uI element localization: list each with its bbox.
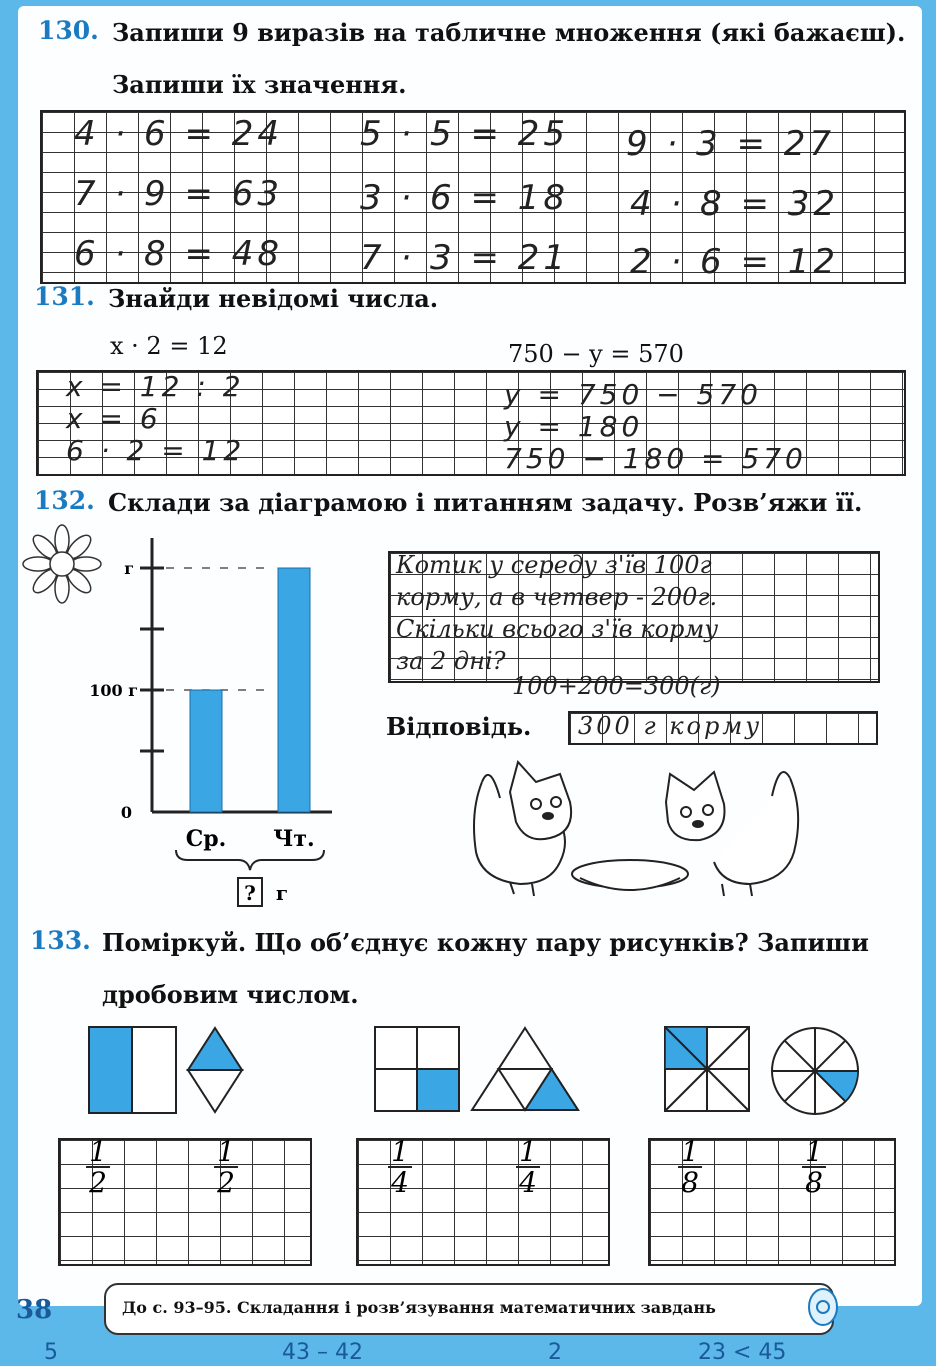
y-tick-label: г — [124, 559, 134, 578]
bottom-number: 5 — [44, 1340, 58, 1365]
story-line: корму, а в четвер - 200г. — [396, 583, 718, 611]
fraction — [802, 1135, 826, 1199]
work-line-y: y = 180 — [504, 410, 644, 443]
exercise-130-instruction-line1: Запиши 9 виразів на табличне множення (які бажаєш). — [112, 18, 906, 47]
y-tick-label: 0 — [120, 803, 132, 822]
answer-expression: 6 · 8 = 48 — [74, 234, 284, 274]
fraction — [388, 1135, 412, 1199]
fraction-numerator: 1 — [516, 1138, 540, 1168]
kittens-illustration — [460, 752, 810, 902]
exercise-130-instruction-line2: Запиши їх значення. — [112, 70, 407, 99]
x-tick-label: Чт. — [273, 826, 315, 852]
answer-label: Відповідь. — [386, 712, 532, 741]
bar — [190, 690, 222, 812]
exercise-132-number: 132. — [34, 486, 95, 515]
answer-expression: 2 · 6 = 12 — [630, 242, 840, 282]
exercise-131-instruction: Знайди невідомі числа. — [108, 284, 439, 313]
rhombus-half-shaded — [186, 1026, 244, 1114]
exercise-133-number: 133. — [30, 926, 91, 955]
fraction — [86, 1135, 110, 1199]
page-number: 38 — [16, 1295, 53, 1325]
fraction — [678, 1135, 702, 1199]
fraction-denominator: 8 — [805, 1166, 823, 1199]
fraction-denominator: 4 — [519, 1166, 537, 1199]
answer-expression: 5 · 5 = 25 — [360, 114, 570, 154]
fraction — [516, 1135, 540, 1199]
exercise-131-number: 131. — [34, 282, 95, 311]
footer-text: До с. 93–95. Складання і розв’язування математичних завдань — [122, 1298, 716, 1317]
circle-eighth-shaded — [768, 1026, 862, 1116]
fraction-denominator: 2 — [89, 1166, 107, 1199]
bar — [278, 568, 310, 812]
exercise-132-instruction: Склади за діаграмою і питанням задачу. Розв’яжи її. — [108, 488, 863, 517]
triangle-quarter-shaded — [470, 1026, 580, 1112]
bottom-expression: 43 – 42 — [282, 1340, 363, 1365]
diagram-chart — [76, 528, 356, 914]
bottom-expression: 23 < 45 — [698, 1340, 787, 1365]
story-line: Скільки всього з'їв корму — [396, 615, 719, 643]
exercise-133-instruction-line2: дробовим числом. — [102, 980, 359, 1009]
bottom-strip — [0, 1340, 936, 1366]
y-tick-label: 100 г — [89, 681, 138, 700]
fraction-numerator: 1 — [388, 1138, 412, 1168]
square-half-shaded — [88, 1026, 178, 1114]
x-tick-label: Ср. — [185, 826, 227, 852]
fraction-denominator: 8 — [681, 1166, 699, 1199]
fraction-denominator: 4 — [391, 1166, 409, 1199]
exercise-133-instruction-line1: Поміркуй. Що об’єднує кожну пару рисунків? Запиши — [102, 928, 869, 957]
answer-value: 300 г корму — [578, 712, 763, 740]
question-unit: г — [275, 881, 289, 905]
fraction-numerator: 1 — [802, 1138, 826, 1168]
bottom-number: 2 — [548, 1340, 562, 1365]
answer-expression: 4 · 6 = 24 — [74, 114, 284, 154]
brace — [176, 850, 324, 870]
answer-expression: 4 · 8 = 32 — [630, 184, 840, 224]
answer-expression: 7 · 9 = 63 — [74, 174, 284, 214]
story-line: Котик у середу з'їв 100г — [396, 551, 712, 579]
square-quarter-shaded — [374, 1026, 460, 1112]
scroll-icon — [806, 1286, 840, 1328]
equation-x: x · 2 = 12 — [110, 332, 228, 360]
calculation: 100+200=300(г) — [512, 672, 721, 700]
work-line-x: x = 6 — [66, 402, 162, 435]
answer-expression: 3 · 6 = 18 — [360, 178, 570, 218]
work-line-x: 6 · 2 = 12 — [66, 434, 246, 467]
equation-y: 750 − y = 570 — [508, 340, 684, 368]
answer-expression: 7 · 3 = 21 — [360, 238, 570, 278]
exercise-130-number: 130. — [38, 16, 99, 45]
story-line: за 2 дні? — [396, 647, 506, 675]
work-line-x: x = 12 : 2 — [66, 370, 245, 403]
square-eighth-shaded — [664, 1026, 750, 1112]
answer-expression: 9 · 3 = 27 — [626, 124, 836, 164]
work-line-y: y = 750 − 570 — [504, 378, 762, 411]
fraction-denominator: 2 — [217, 1166, 235, 1199]
fraction-numerator: 1 — [86, 1138, 110, 1168]
question-mark: ? — [244, 881, 256, 905]
fraction-numerator: 1 — [678, 1138, 702, 1168]
work-line-y: 750 − 180 = 570 — [504, 442, 807, 475]
fraction-numerator: 1 — [214, 1138, 238, 1168]
fraction — [214, 1135, 238, 1199]
